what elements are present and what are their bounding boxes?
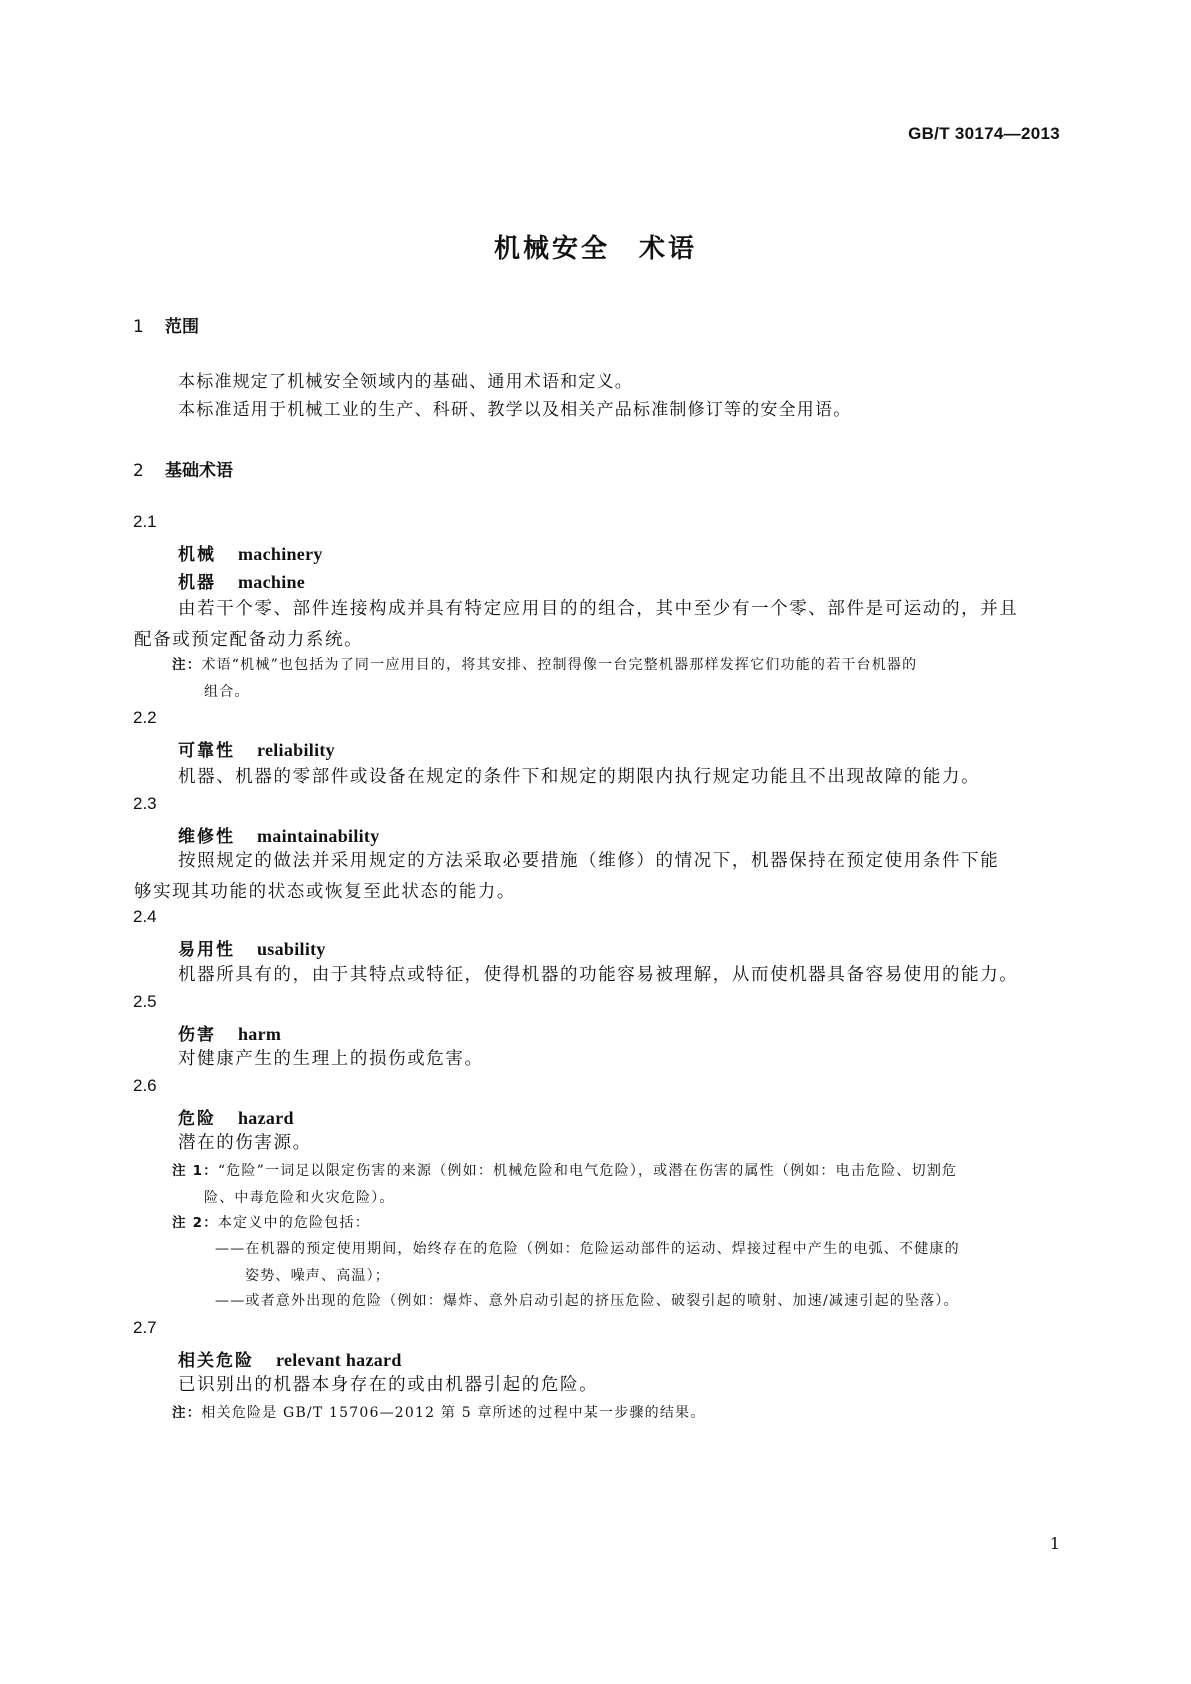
term-entry-synonym — [178, 568, 305, 593]
term-definition — [134, 846, 1060, 908]
term-chinese: 可靠性 — [178, 741, 235, 761]
term-note-1 — [172, 1158, 1062, 1212]
term-definition: 机器、机器的零部件或设备在规定的条件下和规定的期限内执行规定功能且不出现故障的能力。 — [178, 767, 981, 787]
standard-code: GB/T 30174—2013 — [908, 124, 1060, 143]
dash-list-item — [215, 1288, 1065, 1315]
term-chinese: 危险 — [178, 1109, 216, 1129]
note-label: 注 1： — [172, 1163, 218, 1179]
term-note-2 — [172, 1210, 1062, 1237]
dash-item-text: 姿势、噪声、高温）； — [245, 1268, 390, 1284]
note-text: 相关危险是 GB/T 15706—2012 第 5 章所述的过程中某一步骤的结果。 — [201, 1405, 706, 1421]
document-title: 机械安全 术语 — [493, 234, 697, 264]
term-entry — [178, 1020, 281, 1045]
term-chinese: 伤害 — [178, 1025, 216, 1045]
term-note — [172, 1400, 1062, 1427]
clause-number: 2.2 — [133, 708, 157, 727]
section-title: 范围 — [165, 317, 199, 337]
note-label: 注： — [172, 1405, 202, 1421]
definition-line: 由若干个零、部件连接构成并具有特定应用目的的组合，其中至少有一个零、部件是可运动的，并且 — [178, 599, 1019, 619]
term-entry — [178, 935, 326, 960]
scope-paragraph-1: 本标准规定了机械安全领域内的基础、通用术语和定义。 — [178, 372, 633, 392]
term-entry — [178, 822, 380, 847]
note-text: 本定义中的危险包括： — [217, 1215, 370, 1231]
clause-number: 2.5 — [133, 992, 157, 1011]
clause-number: 2.3 — [133, 794, 157, 813]
term-entry — [178, 540, 323, 565]
term-entry — [178, 736, 335, 761]
term-english: harm — [238, 1024, 282, 1044]
note-text: 组合。 — [204, 684, 250, 700]
term-english: usability — [257, 939, 326, 959]
note-text: “危险”一词足以限定伤害的来源（例如：机械危险和电气危险），或潜在伤害的属性（例如：电击危险、切割危 — [217, 1163, 958, 1179]
definition-line: 按照规定的做法并采用规定的方法采取必要措施（维修）的情况下，机器保持在预定使用条件下能 — [178, 851, 1000, 871]
section-number: 1 — [133, 317, 144, 337]
term-english: machine — [238, 572, 306, 592]
term-definition: 潜在的伤害源。 — [178, 1133, 312, 1153]
term-definition: 机器所具有的，由于其特点或特征，使得机器的功能容易被理解，从而使机器具备容易使用的能力。 — [178, 965, 1019, 985]
definition-line: 配备或预定配备动力系统。 — [134, 630, 364, 650]
dash-list-item — [215, 1236, 1065, 1290]
clause-number: 2.7 — [133, 1318, 157, 1337]
section-number: 2 — [133, 461, 144, 481]
term-chinese: 相关危险 — [178, 1351, 254, 1371]
definition-line: 够实现其功能的状态或恢复至此状态的能力。 — [134, 882, 516, 902]
section-title: 基础术语 — [165, 461, 233, 481]
term-chinese: 维修性 — [178, 827, 235, 847]
term-chinese: 易用性 — [178, 940, 235, 960]
term-english: relevant hazard — [276, 1350, 402, 1370]
note-text: 险、中毒危险和火灾危险）。 — [204, 1190, 395, 1206]
note-label: 注 2： — [172, 1215, 218, 1231]
dash-item-text: ——在机器的预定使用期间，始终存在的危险（例如：危险运动部件的运动、焊接过程中产生的电弧、不健康的 — [215, 1241, 960, 1257]
clause-number: 2.6 — [133, 1076, 157, 1095]
term-definition: 已识别出的机器本身存在的或由机器引起的危险。 — [178, 1375, 599, 1395]
term-english: reliability — [257, 740, 335, 760]
term-chinese: 机械 — [178, 545, 216, 565]
scope-paragraph-2: 本标准适用于机械工业的生产、科研、教学以及相关产品标准制修订等的安全用语。 — [178, 400, 852, 420]
section-1-heading — [133, 312, 199, 337]
clause-number: 2.1 — [133, 512, 157, 531]
clause-number: 2.4 — [133, 907, 157, 926]
term-definition: 对健康产生的生理上的损伤或危害。 — [178, 1049, 484, 1069]
term-english: maintainability — [257, 826, 380, 846]
page-number: 1 — [1049, 1534, 1060, 1553]
note-label: 注： — [172, 657, 202, 673]
term-chinese: 机器 — [178, 573, 216, 593]
term-definition — [134, 594, 1060, 656]
term-english: hazard — [238, 1108, 294, 1128]
term-note — [172, 652, 1062, 706]
dash-item-text: ——或者意外出现的危险（例如：爆炸、意外启动引起的挤压危险、破裂引起的喷射、加速/减速引起的坠落）。 — [215, 1293, 959, 1309]
term-entry — [178, 1346, 402, 1371]
term-english: machinery — [238, 544, 323, 564]
section-2-heading — [133, 456, 233, 481]
term-entry — [178, 1104, 294, 1129]
note-text: 术语“机械”也包括为了同一应用目的，将其安排、控制得像一台完整机器那样发挥它们功能的若干台机器的 — [201, 657, 918, 673]
